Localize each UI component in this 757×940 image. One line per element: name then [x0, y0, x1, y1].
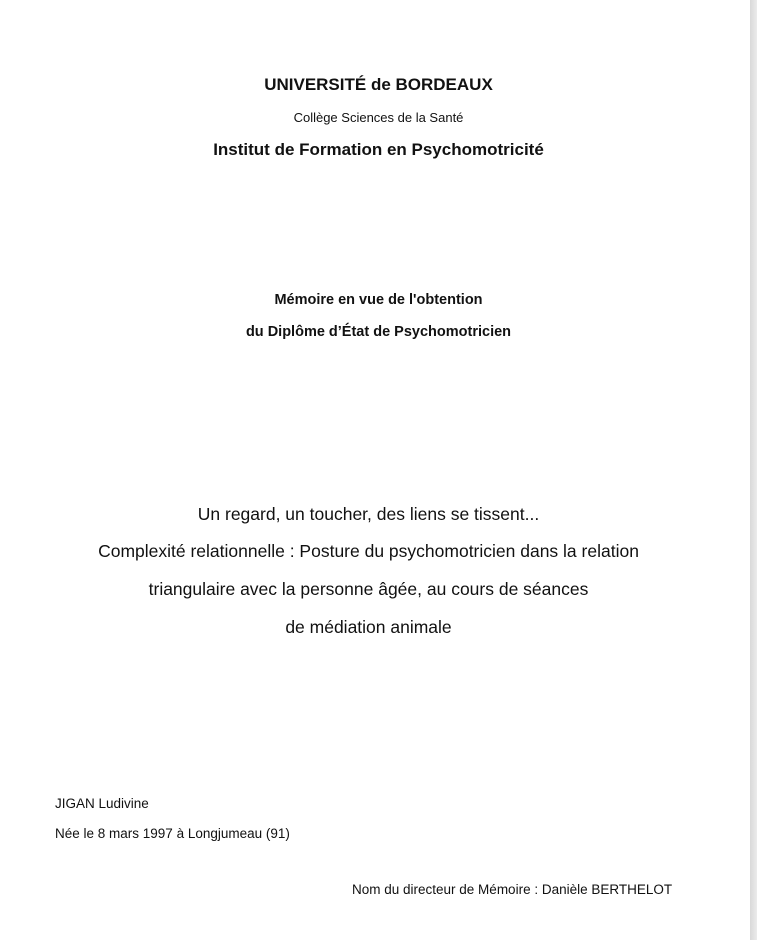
thesis-director: Nom du directeur de Mémoire : Danièle BERTHELOT	[352, 882, 673, 897]
thesis-title-line-3: triangulaire avec la personne âgée, au cours de séances	[148, 579, 589, 599]
university-name: UNIVERSITÉ de BORDEAUX	[264, 75, 493, 94]
college-name: Collège Sciences de la Santé	[293, 110, 464, 125]
thesis-title-line-1: Un regard, un toucher, des liens se tissent...	[197, 504, 540, 524]
purpose-line-1: Mémoire en vue de l'obtention	[274, 292, 483, 308]
thesis-title-line-4: de médiation animale	[285, 617, 452, 637]
purpose-line-2: du Diplôme d’État de Psychomotricien	[245, 324, 512, 340]
author-name: JIGAN Ludivine	[55, 796, 149, 811]
author-birth-info: Née le 8 mars 1997 à Longjumeau (91)	[55, 826, 290, 841]
thesis-title-line-2: Complexité relationnelle : Posture du psychomotricien dans la relation	[98, 541, 639, 561]
institute-name: Institut de Formation en Psychomotricité	[213, 140, 544, 159]
